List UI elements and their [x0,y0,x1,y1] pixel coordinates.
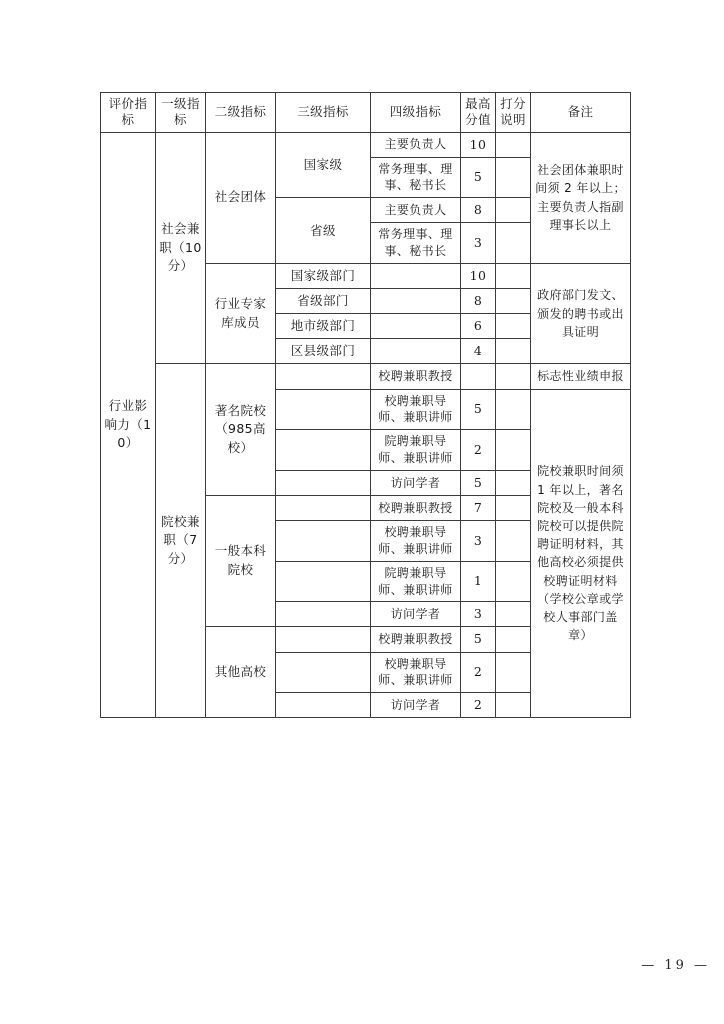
cell-level4: 校聘兼职导师、兼职讲师 [371,652,461,693]
header-level2-indicator [206,93,276,133]
header-label: 打分说明 [500,96,526,128]
header-evaluation-indicator [101,93,156,133]
cell-max-score: 4 [461,339,496,364]
cell-level2-famous-college: 著名院校（985高校） [206,364,276,496]
cell-scoring-note [496,561,531,602]
cell-scoring-note [496,521,531,562]
cell-level3 [276,521,371,562]
page-number: — 19 — [641,958,710,973]
cell-level3 [276,364,371,389]
header-scoring-note [496,93,531,133]
cell-scoring-note [496,430,531,471]
cell-level3: 区县级部门 [276,339,371,364]
cell-level3: 国家级 [276,132,371,198]
cell-scoring-note [496,289,531,314]
cell-level4: 访问学者 [371,602,461,627]
cell-max-score [461,364,496,389]
cell-level3: 国家级部门 [276,263,371,288]
cell-level4: 常务理事、理事、秘书长 [371,157,461,198]
cell-scoring-note [496,627,531,652]
cell-level2-other-colleges: 其他高校 [206,627,276,718]
header-remarks [531,93,631,133]
cell-level2-social-organization: 社会团体 [206,132,276,263]
cell-max-score: 10 [461,263,496,288]
cell-level1-social-part-time: 社会兼职（10分） [156,132,206,364]
cell-level4: 院聘兼职导师、兼职讲师 [371,430,461,471]
cell-max-score: 7 [461,495,496,520]
cell-level3 [276,389,371,430]
cell-level4: 主要负责人 [371,198,461,223]
header-label: 最高分值 [465,96,491,128]
header-label: 备注 [567,104,594,120]
table-row [101,132,631,157]
cell-level4: 访问学者 [371,470,461,495]
cell-max-score: 5 [461,389,496,430]
cell-level2-general-undergraduate-college: 一般本科院校 [206,495,276,626]
cell-scoring-note [496,470,531,495]
cell-max-score: 3 [461,602,496,627]
cell-max-score: 5 [461,157,496,198]
cell-scoring-note [496,339,531,364]
cell-scoring-note [496,495,531,520]
table-row [101,364,631,389]
cell-level3: 省级 [276,198,371,264]
header-label: 评价指标 [108,96,148,128]
cell-level3 [276,470,371,495]
header-label: 三级指标 [297,104,349,120]
cell-level3: 地市级部门 [276,314,371,339]
cell-level4: 校聘兼职教授 [371,364,461,389]
cell-max-score: 1 [461,561,496,602]
cell-level4: 主要负责人 [371,132,461,157]
cell-remark-college-part-time: 院校兼职时间须 1 年以上，著名院校及一般本科院校可以提供院聘证明材料，其他高校必须提供校聘证明材料（学校公章或学校人事部门盖章） [531,389,631,718]
header-level4-indicator [371,93,461,133]
cell-level4 [371,263,461,288]
cell-level4: 访问学者 [371,693,461,718]
cell-level4: 校聘兼职教授 [371,495,461,520]
cell-level4: 校聘兼职导师、兼职讲师 [371,521,461,562]
cell-scoring-note [496,198,531,223]
cell-scoring-note [496,364,531,389]
cell-level4: 常务理事、理事、秘书长 [371,223,461,264]
header-label: 一级指标 [161,96,200,128]
cell-level4: 校聘兼职教授 [371,627,461,652]
cell-evaluation-indicator: 行业影响力（10） [101,132,156,718]
evaluation-score-table [100,92,631,718]
cell-scoring-note [496,652,531,693]
cell-level2-industry-expert-pool: 行业专家库成员 [206,263,276,364]
cell-level4: 院聘兼职导师、兼职讲师 [371,561,461,602]
cell-max-score: 2 [461,430,496,471]
cell-max-score: 2 [461,693,496,718]
cell-level3 [276,693,371,718]
cell-scoring-note [496,693,531,718]
cell-scoring-note [496,602,531,627]
cell-level4 [371,289,461,314]
header-max-score [461,93,496,133]
cell-max-score: 6 [461,314,496,339]
cell-max-score: 8 [461,198,496,223]
header-level1-indicator [156,93,206,133]
cell-level1-college-part-time: 院校兼职（7分） [156,364,206,718]
cell-remark-social-organization: 社会团体兼职时间须 2 年以上； 主要负责人指副理事长以上 [531,132,631,263]
cell-max-score: 8 [461,289,496,314]
cell-max-score: 3 [461,223,496,264]
cell-level3 [276,561,371,602]
cell-level4: 校聘兼职导师、兼职讲师 [371,389,461,430]
cell-scoring-note [496,389,531,430]
header-label: 二级指标 [214,104,267,120]
cell-level3 [276,627,371,652]
cell-level3 [276,652,371,693]
table-header-row [101,93,631,133]
cell-level3 [276,495,371,520]
cell-scoring-note [496,314,531,339]
cell-level3: 省级部门 [276,289,371,314]
cell-max-score: 3 [461,521,496,562]
cell-max-score: 2 [461,652,496,693]
cell-scoring-note [496,132,531,157]
cell-scoring-note [496,223,531,264]
cell-level4 [371,339,461,364]
cell-level3 [276,602,371,627]
cell-remark-expert-pool: 政府部门发文、颁发的聘书或出具证明 [531,263,631,364]
cell-max-score: 5 [461,470,496,495]
header-level3-indicator [276,93,371,133]
cell-remark-landmark-achievement: 标志性业绩申报 [531,364,631,389]
cell-level3 [276,430,371,471]
cell-level4 [371,314,461,339]
cell-scoring-note [496,263,531,288]
cell-scoring-note [496,157,531,198]
header-label: 四级指标 [389,104,442,120]
cell-max-score: 10 [461,132,496,157]
cell-max-score: 5 [461,627,496,652]
